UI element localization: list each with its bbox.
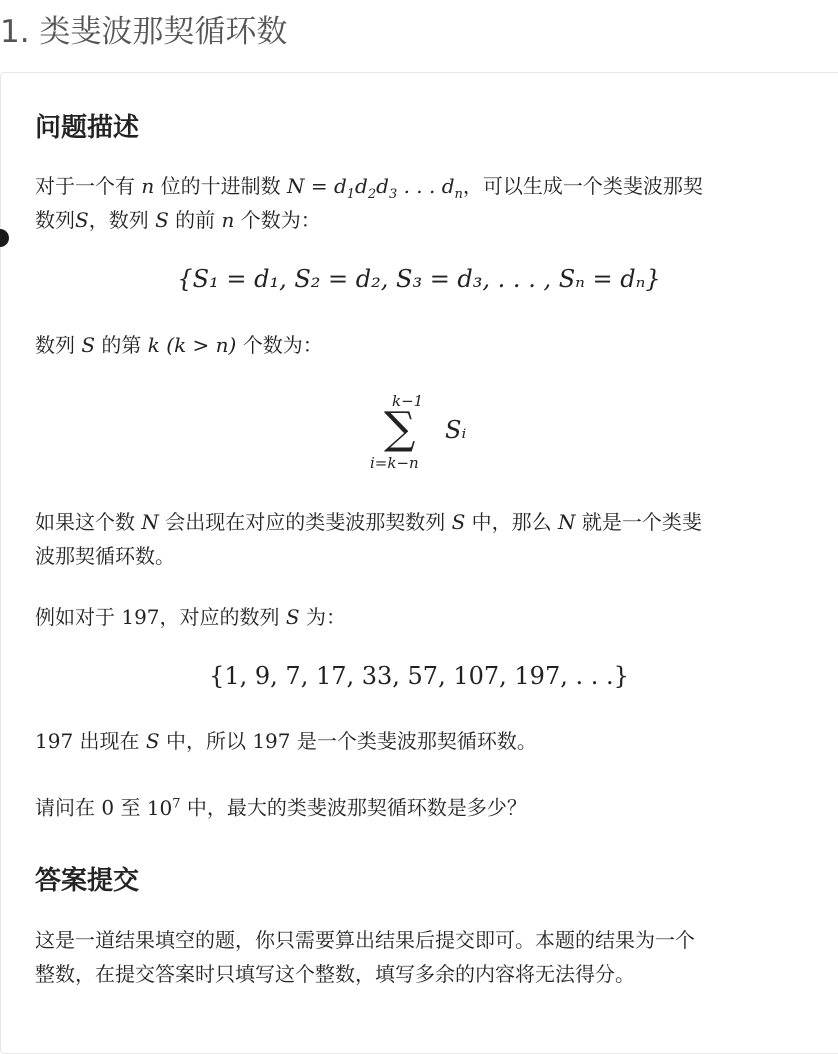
- sum-lower-limit: i=k−n: [370, 454, 419, 472]
- sum-symbol: ∑: [384, 403, 416, 454]
- sum-term: Sᵢ: [445, 416, 467, 444]
- problem-question: 请问在 0 至 $10^7$ 中，最大的类斐波那契循环数是多少？: [35, 795, 527, 820]
- page-title: 1. 类斐波那契循环数: [0, 14, 288, 50]
- math-N: N: [141, 510, 159, 534]
- problem-paragraph-4: 如果这个数 N 会出现在对应的类斐波那契数列 S 中，那么 N 就是一个类斐: [35, 510, 702, 534]
- math-n: n: [221, 208, 235, 232]
- answer-line-2: 整数，在提交答案时只填写这个整数，填写多余的内容将无法得分。: [35, 962, 635, 986]
- math-N: N: [558, 510, 576, 534]
- problem-paragraph-7: 197 出现在 S 中，所以 197 是一个类斐波那契循环数。: [35, 729, 537, 753]
- math-k: k: [147, 333, 160, 357]
- answer-heading: 答案提交: [35, 866, 140, 896]
- text: 对于一个有: [35, 174, 142, 198]
- text: ，可以生成一个类斐波那契: [462, 174, 703, 198]
- math-number-expression: $N = d_1d_2d_3$ . . . $d_n$: [286, 174, 463, 202]
- equation-example-sequence: {1, 9, 7, 17, 33, 57, 107, 197, . . .}: [209, 662, 629, 690]
- math-condition: (k > n): [159, 333, 237, 357]
- math-S: S: [145, 729, 160, 753]
- problem-heading: 问题描述: [35, 113, 140, 143]
- math-S: S: [285, 605, 300, 629]
- problem-paragraph-5: 波那契循环数。: [35, 544, 175, 568]
- equation-initial-terms: {S₁ = d₁, S₂ = d₂, S₃ = d₃, . . . , Sₙ = dₙ}: [177, 265, 661, 293]
- problem-paragraph-2: 数列S，数列 S 的前 n 个数为：: [35, 208, 321, 232]
- math-S: S: [451, 510, 466, 534]
- math-S: S: [81, 333, 96, 357]
- math-S: S: [75, 208, 89, 232]
- answer-line-1: 这是一道结果填空的题，你只需要算出结果后提交即可。本题的结果为一个: [35, 928, 695, 952]
- summation-formula: [370, 392, 480, 482]
- sum-upper-limit: k−1: [392, 392, 424, 410]
- problem-paragraph-3: 数列 S 的第 k (k > n) 个数为：: [35, 333, 323, 357]
- math-power: $10^7$: [146, 795, 181, 820]
- math-n: n: [141, 174, 155, 198]
- text: 位的十进制数: [154, 174, 287, 198]
- math-S: S: [155, 208, 169, 232]
- problem-paragraph-6: 例如对于 197，对应的数列 S 为：: [35, 605, 346, 629]
